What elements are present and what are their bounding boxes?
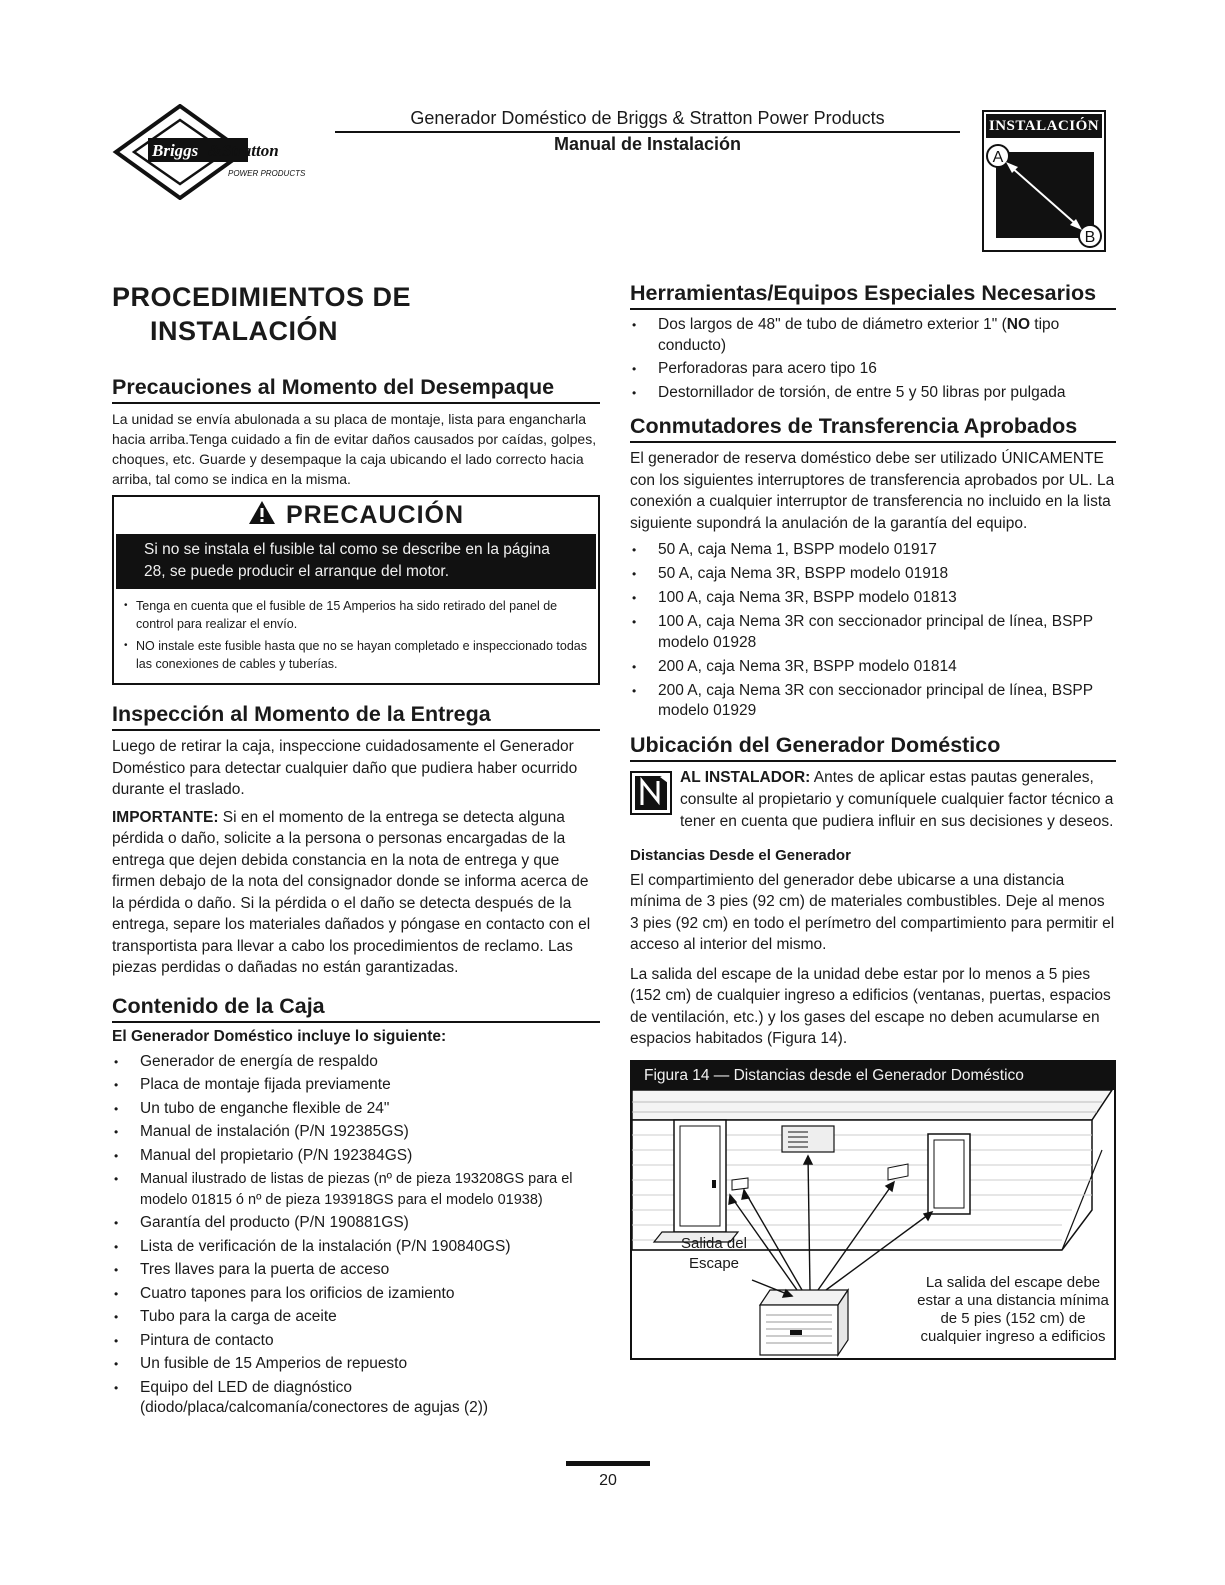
footer-bar (566, 1461, 650, 1466)
caution-item: • Tenga en cuenta que el fusible de 15 Amperios ha sido retirado del panel de control para realizar el envío. (124, 597, 588, 633)
unpack-heading: Precauciones al Momento del Desempaque (112, 374, 600, 404)
contents-list (112, 1052, 600, 1419)
installer-label: AL INSTALADOR: (680, 768, 811, 786)
page-number: 20 (599, 1472, 617, 1489)
list-item: • Manual del propietario (P/N 192384GS) (112, 1146, 600, 1167)
tools-item-emphasis: NO (1006, 316, 1030, 333)
figure-14 (630, 1060, 1116, 1360)
installation-badge-label: INSTALACIÓN (986, 114, 1102, 138)
tools-list (630, 315, 1116, 403)
list-item: • Generador de energía de respaldo (112, 1052, 600, 1073)
caution-item: • NO instale este fusible hasta que no se hayan completado e inspeccionado todas las conexiones de cables y tuberías. (124, 637, 588, 673)
list-item: • 200 A, caja Nema 3R, BSPP modelo 01814 (630, 657, 1116, 678)
page-title (112, 280, 600, 348)
important-label: IMPORTANTE: (112, 808, 219, 826)
figure-label-distance: La salida del escape debe estar a una distancia mínima de 5 pies (152 cm) de cualquier ingreso a edificios (917, 1273, 1109, 1345)
page-title-line-2: INSTALACIÓN (150, 316, 338, 346)
figure-label-exhaust (674, 1234, 754, 1274)
list-item: • Un tubo de enganche flexible de 24" (112, 1099, 600, 1120)
list-item: • Pintura de contacto (112, 1331, 600, 1352)
list-item: • 50 A, caja Nema 3R, BSPP modelo 01918 (630, 564, 1116, 585)
switches-list (630, 540, 1116, 722)
svg-text:B: B (1084, 229, 1096, 246)
tools-item-text: Dos largos de 48" de tubo de diámetro exterior 1" ( (658, 316, 1007, 333)
left-column (112, 280, 600, 1422)
list-item: • Lista de verificación de la instalación (P/N 190840GS) (112, 1237, 600, 1258)
svg-text:&: & (208, 141, 222, 160)
caution-list (114, 589, 598, 683)
list-item: • Tubo para la carga de aceite (112, 1307, 600, 1328)
installer-text: Antes de aplicar estas pautas generales, consulte al propietario y comuníquele cualquier factor técnico a tener en cuenta que pudiera influir en sus decisiones y deseos. (680, 768, 1114, 830)
list-item: • 50 A, caja Nema 1, BSPP modelo 01917 (630, 540, 1116, 561)
distances-text-1: El compartimiento del generador debe ubicarse a una distancia mínima de 3 pies (92 cm) de materiales combustibles. Deje al menos 3 pies (92 cm) en todo el perímetro del compartimiento para permitir el acceso al interior del mismo. (630, 871, 1115, 953)
list-item: • Manual de instalación (P/N 192385GS) (112, 1122, 600, 1143)
delivery-heading: Inspección al Momento de la Entrega (112, 701, 600, 731)
important-text: Si en el momento de la entrega se detecta alguna pérdida o daño, solicite a la persona o personas encargadas de la entrega que dejen debida constancia en la nota de entrega y que firmen debajo de la nota del consignador donde se informa acerca de la pérdida o daño. Si la pérdida o el daño se detecta después de la entrega, separe los materiales dañados y póngase en contacto con el transportista para llevar a cabo los procedimientos de reclamo. Las piezas perdidas o dañadas no están garantizadas. (112, 808, 591, 976)
list-item: • Destornillador de torsión, de entre 5 y 50 libras por pulgada (630, 383, 1116, 404)
distances-text-2: La salida del escape de la unidad debe estar por lo menos a 5 pies (152 cm) de cualquier ingreso a edificios (ventanas, puertas, espacios de ventilación, etc.) y los gases del escape no deben acumularse en espacios habitados (Figura 14). (630, 965, 1111, 1047)
contents-subheading: El Generador Doméstico incluye lo siguiente: (112, 1027, 447, 1045)
right-column (630, 280, 1116, 1360)
caution-band-text: Si no se instala el fusible tal como se describe en la página 28, se puede producir el arranque del motor. (116, 534, 596, 589)
list-item: • 200 A, caja Nema 3R con seccionador principal de línea, BSPP modelo 01929 (630, 681, 1116, 722)
installation-badge (982, 110, 1106, 252)
list-item: • Tres llaves para la puerta de acceso (112, 1260, 600, 1281)
note-icon (630, 771, 672, 815)
figure-label-exhaust-line-1: Salida del (681, 1234, 747, 1252)
list-item (630, 315, 1116, 356)
svg-text:POWER PRODUCTS: POWER PRODUCTS (228, 169, 306, 178)
svg-text:Briggs: Briggs (152, 141, 199, 160)
list-item: • Manual ilustrado de listas de piezas (nº de pieza 193208GS para el modelo 01815 ó nº de pieza 193918GS para el modelo 01938) (112, 1169, 600, 1210)
caution-box (112, 495, 600, 685)
caution-title-text: PRECAUCIÓN (285, 501, 465, 529)
warning-icon (248, 500, 276, 525)
list-item: • Equipo del LED de diagnóstico (diodo/placa/calcomanía/conectores de agujas (2)) (112, 1378, 600, 1419)
contents-heading: Contenido de la Caja (112, 993, 600, 1023)
list-item: • Garantía del producto (P/N 190881GS) (112, 1213, 600, 1234)
list-item: • Un fusible de 15 Amperios de repuesto (112, 1354, 600, 1375)
delivery-text: Luego de retirar la caja, inspeccione cuidadosamente el Generador Doméstico para detectar cualquier daño que pudiera haber ocurrido durante el traslado. (112, 738, 578, 798)
header-title: Generador Doméstico de Briggs & Stratton Power Products (410, 108, 885, 128)
svg-text:Stratton: Stratton (222, 141, 279, 160)
switches-text: El generador de reserva doméstico debe ser utilizado ÚNICAMENTE con los siguientes interruptores de transferencia aprobados por UL. La conexión a cualquier interruptor de transferencia no incluido en la lista siguiente supondrá la anulación de la garantía del equipo. (630, 450, 1115, 532)
distances-heading: Distancias Desde el Generador (630, 846, 851, 864)
figure-label-exhaust-line-2: Escape (688, 1254, 740, 1272)
list-item: • Perforadoras para acero tipo 16 (630, 359, 1116, 380)
a-to-b-icon (986, 142, 1104, 250)
caution-title (114, 497, 598, 534)
svg-text:A: A (992, 149, 1004, 166)
switches-heading: Conmutadores de Transferencia Aprobados (630, 413, 1116, 443)
installer-note (630, 767, 1116, 833)
unpack-text: La unidad se envía abulonada a su placa de montaje, lista para engancharla hacia arriba.Tenga cuidado a fin de evitar daños causados por caídas, golpes, choques, etc. Guarde y desempaque la caja ubicando el lado correcto hacia arriba, tal como se indica en la misma. (112, 411, 597, 487)
list-item: • 100 A, caja Nema 3R, BSPP modelo 01813 (630, 588, 1116, 609)
header-subtitle: Manual de Instalación (553, 134, 742, 154)
list-item: • Cuatro tapones para los orificios de izamiento (112, 1284, 600, 1305)
list-item: • 100 A, caja Nema 3R con seccionador principal de línea, BSPP modelo 01928 (630, 612, 1116, 653)
figure-caption: Figura 14 — Distancias desde el Generador Doméstico (632, 1062, 1114, 1090)
location-heading: Ubicación del Generador Doméstico (630, 732, 1116, 762)
list-item: • Placa de montaje fijada previamente (112, 1075, 600, 1096)
tools-item-text: tipo conducto) (658, 316, 1060, 354)
installer-note-text (680, 767, 1116, 833)
important-paragraph (112, 807, 600, 979)
page-title-line-1: PROCEDIMIENTOS DE (112, 282, 412, 312)
briggs-stratton-logo (110, 104, 330, 200)
tools-heading: Herramientas/Equipos Especiales Necesarios (630, 280, 1116, 310)
header-rule (335, 131, 960, 133)
